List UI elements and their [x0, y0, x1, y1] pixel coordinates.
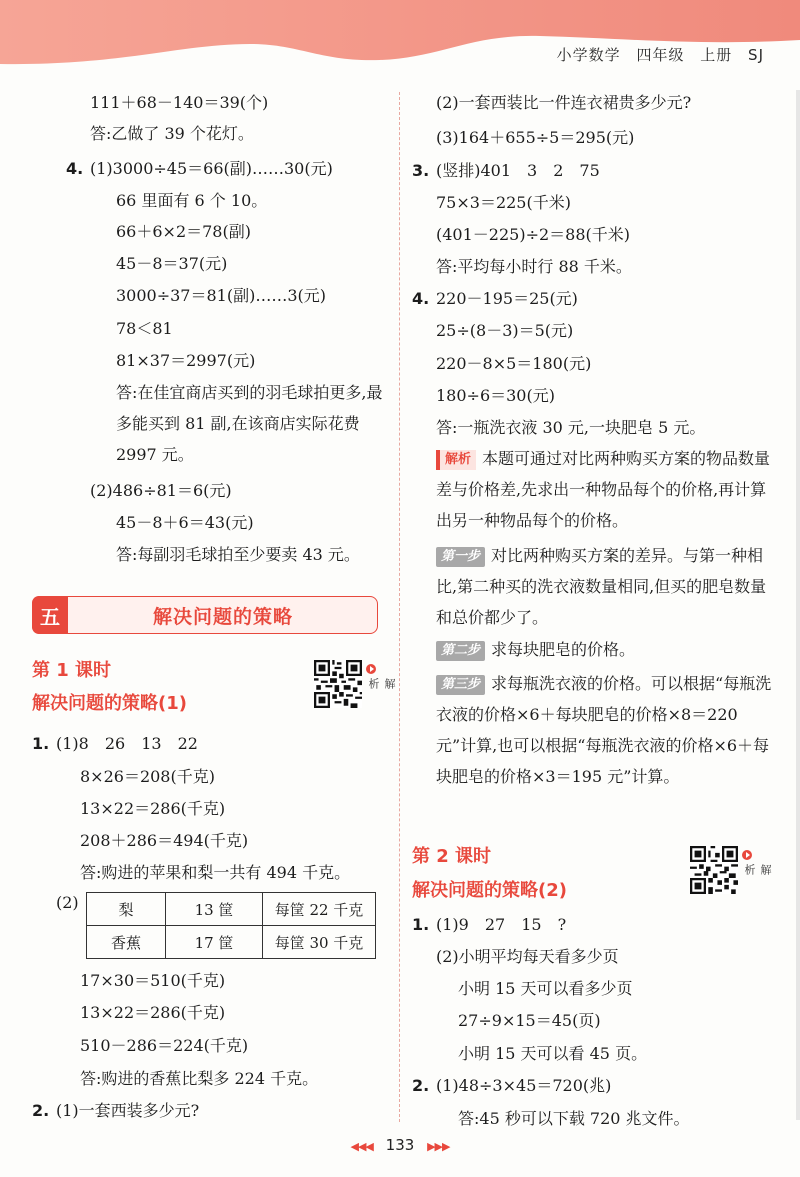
text-line: 45－8＋6＝43(元)	[116, 513, 254, 532]
text-line: 111＋68－140＝39(个)	[90, 93, 269, 112]
question-number: 2.	[32, 1101, 50, 1120]
text-line: 208＋286＝494(千克)	[80, 831, 249, 850]
text-line: 答:一瓶洗衣液 30 元,一块肥皂 5 元。	[436, 418, 706, 437]
step-paragraph	[436, 634, 774, 665]
page-edge-shadow	[796, 90, 800, 1120]
section-title: 解决问题的策略	[152, 605, 293, 628]
table-row	[87, 926, 376, 959]
page-number: 133	[385, 1136, 415, 1154]
question-number: 4.	[66, 159, 84, 178]
analysis-paragraph	[436, 443, 774, 536]
table-cell: 每筐 22 千克	[263, 893, 376, 926]
right-arrows-icon: ▶▶▶	[427, 1140, 450, 1153]
step-tag: 第三步	[436, 675, 485, 695]
text-line: 66＋6×2＝78(副)	[116, 222, 251, 241]
text-line: (1)48÷3×45＝720(兆)	[436, 1076, 612, 1095]
left-arrows-icon: ◀◀◀	[350, 1140, 373, 1153]
text-line: (1)9 27 15 ?	[436, 915, 567, 934]
text-line: 78＜81	[116, 319, 173, 338]
step-text: 求每瓶洗衣液的价格。可以根据“每瓶洗衣液的价格×6＋每块肥皂的价格×8＝220 元”计算,也可以根据“每瓶洗衣液的价格×6＋每块肥皂的价格×3＝195 元”计算。	[436, 674, 772, 786]
text-line: (401－225)÷2＝88(千米)	[436, 225, 630, 244]
question-number: 1.	[32, 734, 50, 753]
section-banner	[32, 596, 378, 634]
analysis-text: 本题可通过对比两种购买方案的物品数量差与价格差,先求出一种物品每个的价格,再计算出另一种物品每个的价格。	[436, 449, 771, 530]
step-text: 对比两种购买方案的差异。与第一种相比,第二种买的洗衣液数量相同,但买的肥皂数量和总价都少了。	[436, 546, 767, 627]
question-number: 1.	[412, 915, 430, 934]
analysis-tag: 解析	[436, 450, 476, 470]
text-line: 答:平均每小时行 88 千米。	[436, 257, 632, 276]
text-line: 答:购进的香蕉比梨多 224 千克。	[80, 1069, 319, 1088]
play-icon	[366, 664, 376, 674]
step-tag: 第一步	[436, 547, 485, 567]
answer-paragraph: 答:在佳宜商店买到的羽毛球拍更多,最多能买到 81 副,在该商店实际花费 2997 元。	[116, 383, 383, 464]
qr-label: 解析	[367, 678, 396, 690]
text-line: 3000÷37＝81(副)……3(元)	[116, 286, 326, 305]
text-line: (2)小明平均每天看多少页	[436, 947, 619, 966]
text-line: 510－286＝224(千克)	[80, 1036, 249, 1055]
question-number: 4.	[412, 289, 430, 308]
lesson-heading: 第 1 课时	[32, 660, 112, 681]
text-line: 答:乙做了 39 个花灯。	[90, 124, 254, 143]
text-line: 17×30＝510(千克)	[80, 971, 226, 990]
table-cell: 香蕉	[87, 926, 166, 959]
table-cell: 每筐 30 千克	[263, 926, 376, 959]
text-line: 13×22＝286(千克)	[80, 799, 226, 818]
text-line: 答:购进的苹果和梨一共有 494 千克。	[80, 863, 351, 882]
text-line: 220－8×5＝180(元)	[436, 354, 592, 373]
edition-label: SJ	[748, 46, 764, 64]
table-cell: 17 筐	[166, 926, 263, 959]
text-line: 66 里面有 6 个 10。	[116, 191, 268, 210]
text-line: (1)8 26 13 22	[56, 734, 198, 753]
subject-label: 小学数学	[556, 46, 621, 64]
table-cell: 梨	[87, 893, 166, 926]
volume-label: 上册	[700, 46, 733, 64]
step-paragraph	[436, 540, 774, 633]
grade-label: 四年级	[636, 46, 685, 64]
text-line: 81×37＝2997(元)	[116, 351, 256, 370]
text-line: 小明 15 天可以看多少页	[458, 979, 633, 998]
text-line: (1)3000÷45＝66(副)……30(元)	[90, 159, 333, 178]
section-number: 五	[32, 596, 68, 634]
text-line: 220－195＝25(元)	[436, 289, 578, 308]
qr-code-icon[interactable]	[690, 846, 738, 894]
step-text: 求每块肥皂的价格。	[491, 640, 636, 659]
step-paragraph	[436, 668, 774, 792]
text-line: (3)164＋655÷5＝295(元)	[436, 128, 635, 147]
lesson-heading: 第 2 课时	[412, 846, 492, 867]
table-row	[87, 893, 376, 926]
page-footer	[0, 1136, 800, 1154]
text-line: 27÷9×15＝45(页)	[458, 1011, 601, 1030]
book-info	[557, 44, 764, 65]
table-cell: 13 筐	[166, 893, 263, 926]
text-line: (2)486÷81＝6(元)	[90, 481, 232, 500]
text-line: (竖排)401 3 2 75	[436, 161, 600, 180]
text-line: 180÷6＝30(元)	[436, 386, 555, 405]
text-line: 75×3＝225(千米)	[436, 193, 571, 212]
question-number: 2.	[412, 1076, 430, 1095]
text-line: (1)一套西装多少元?	[56, 1101, 200, 1120]
text-line: 45－8＝37(元)	[116, 254, 228, 273]
lesson-subheading: 解决问题的策略(2)	[412, 880, 567, 901]
text-line: 25÷(8－3)＝5(元)	[436, 321, 574, 340]
lesson-subheading: 解决问题的策略(1)	[32, 693, 187, 714]
data-table	[86, 892, 376, 959]
qr-code-icon[interactable]	[314, 660, 362, 708]
text-line: 13×22＝286(千克)	[80, 1003, 226, 1022]
text-line: 答:45 秒可以下载 720 兆文件。	[458, 1109, 690, 1128]
question-number: 3.	[412, 161, 430, 180]
header-wave-band	[0, 0, 800, 80]
text-line: 答:每副羽毛球拍至少要卖 43 元。	[116, 545, 360, 564]
step-tag: 第二步	[436, 641, 485, 661]
qr-label: 解析	[743, 864, 772, 876]
text-line: 小明 15 天可以看 45 页。	[458, 1044, 648, 1063]
column-divider	[399, 92, 400, 1122]
text-line: 8×26＝208(千克)	[80, 767, 215, 786]
play-icon	[742, 850, 752, 860]
text-line: (2)	[56, 893, 79, 912]
text-line: (2)一套西装比一件连衣裙贵多少元?	[436, 93, 692, 112]
